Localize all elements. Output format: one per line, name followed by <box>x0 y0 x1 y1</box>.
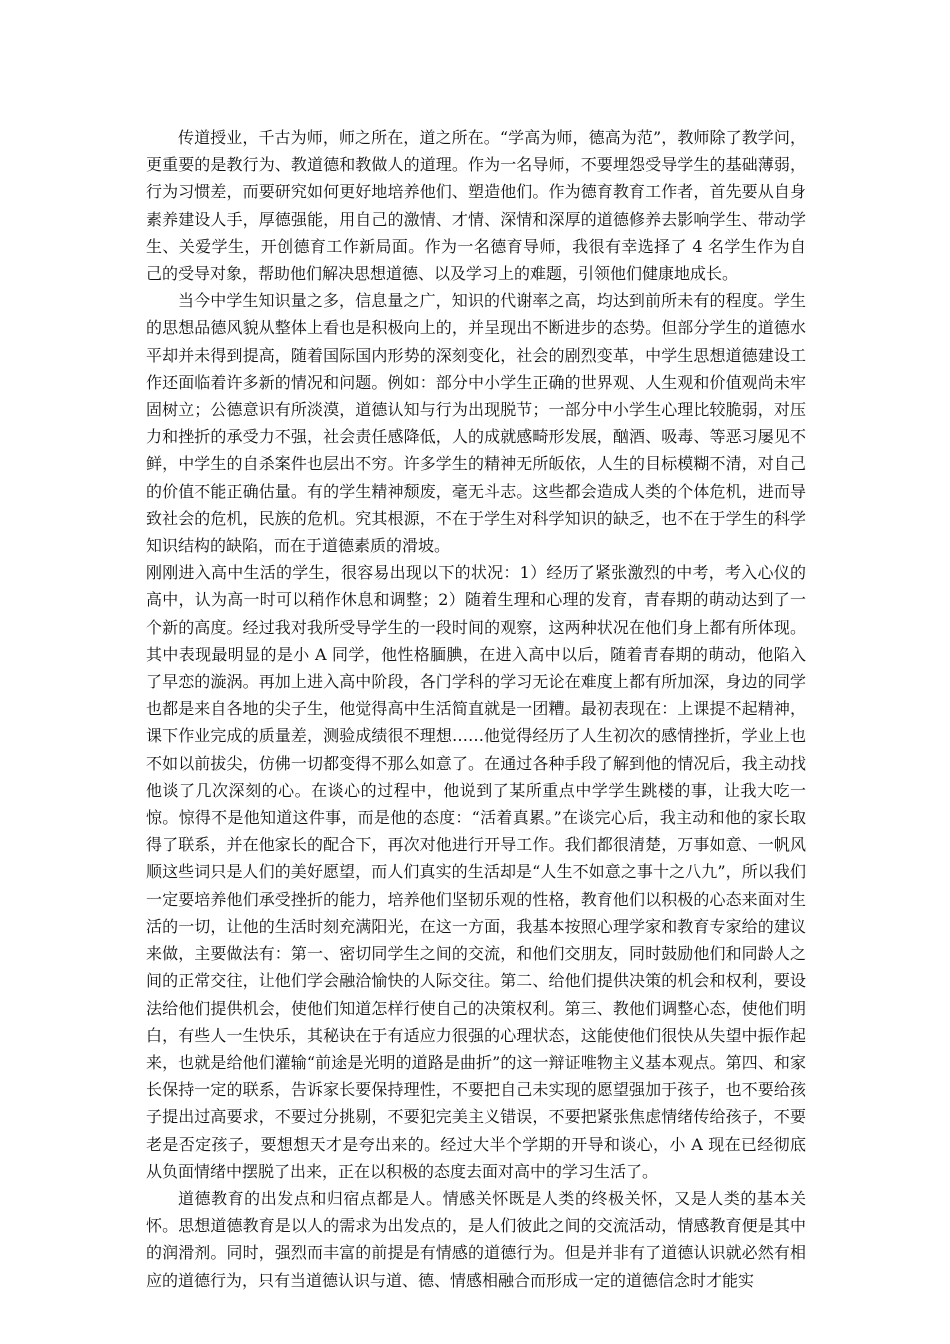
paragraph-2: 当今中学生知识量之多，信息量之广，知识的代谢率之高，均达到前所未有的程度。学生的思想品德风貌从整体上看也是积极向上的，并呈现出不断进步的态势。但部分学生的道德水平却并未得到提高，随着国际国内形势的深刻变化，社会的剧烈变革，中学生思想道德建设工作还面临着许多新的情况和问题。例如：部分中小学生正确的世界观、人生观和价值观尚未牢固树立；公德意识有所淡漠，道德认知与行为出现脱节；一部分中小学生心理比较脆弱，对压力和挫折的承受力不强，社会责任感降低，人的成就感畸形发展，酗酒、吸毒、等恶习屡见不鲜，中学生的自杀案件也层出不穷。许多学生的精神无所皈依，人生的目标模糊不清，对自己的价值不能正确估量。有的学生精神颓废，毫无斗志。这些都会造成人类的个体危机，进而导致社会的危机，民族的危机。究其根源，不在于学生对科学知识的缺乏，也不在于学生的科学知识结构的缺陷，而在于道德素质的滑坡。 <box>146 291 806 556</box>
document-body <box>146 124 806 1294</box>
paragraph-1: 传道授业，千古为师，师之所在，道之所在。“学高为师，德高为范”，教师除了教学问，更重要的是教行为、教道德和教做人的道理。作为一名导师，不要埋怨受导学生的基础薄弱，行为习惯差，而要研究如何更好地培养他们、塑造他们。作为德育教育工作者，首先要从自身素养建设人手，厚德强能，用自己的激情、才情、深情和深厚的道德修养去影响学生、带动学生、关爱学生，开创德育工作新局面。作为一名德育导师，我很有幸选择了 4 名学生作为自己的受导对象，帮助他们解决思想道德、以及学习上的难题，引领他们健康地成长。 <box>146 128 806 284</box>
paragraph-4: 道德教育的出发点和归宿点都是人。情感关怀既是人类的终极关怀，又是人类的基本关怀。思想道德教育是以人的需求为出发点的，是人们彼此之间的交流活动，情感教育便是其中的润滑剂。同时，强烈而丰富的前提是有情感的道德行为。但是并非有了道德认识就必然有相应的道德行为，只有当道德认识与道、德、情感相融合而形成一定的道德信念时才能实 <box>146 1188 806 1290</box>
paragraph-3: 刚刚进入高中生活的学生，很容易出现以下的状况：1）经历了紧张激烈的中考，考入心仪的高中，认为高一时可以稍作休息和调整；2）随着生理和心理的发育，青春期的萌动达到了一个新的高度。经过我对我所受导学生的一段时间的观察，这两种状况在他们身上都有所体现。其中表现最明显的是小 A 同学，他性格腼腆，在进入高中以后，随着青春期的萌动，他陷入了早恋的漩涡。再加上进入高中阶段，各门学科的学习无论在难度上都有所加深，身边的同学也都是来自各地的尖子生，他觉得高中生活简直就是一团糟。最初表现在：上课提不起精神，课下作业完成的质量差，测验成绩很不理想……他觉得经历了人生初次的感情挫折，学业上也不如以前拔尖，仿佛一切都变得不那么如意了。在通过各种手段了解到他的情况后，我主动找他谈了几次深刻的心。在谈心的过程中，他说到了某所重点中学学生跳楼的事，让我大吃一惊。惊得不是他知道这件事，而是他的态度：“活着真累。”在谈完心后，我主动和他的家长取得了联系，并在他家长的配合下，再次对他进行开导工作。我们都很清楚，万事如意、一帆风顺这些词只是人们的美好愿望，而人们真实的生活却是“人生不如意之事十之八九”，所以我们一定要培养他们承受挫折的能力，培养他们坚韧乐观的性格，教育他们以积极的心态来面对生活的一切，让他的生活时刻充满阳光，在这一方面，我基本按照心理学家和教育专家给的建议来做，主要做法有：第一、密切同学生之间的交流，和他们交朋友，同时鼓励他们和同龄人之间的正常交往，让他们学会融洽愉快的人际交往。第二、给他们提供决策的机会和权利，要设法给他们提供机会，使他们知道怎样行使自己的决策权利。第三、教他们调整心态，使他们明白，有些人一生快乐，其秘诀在于有适应力很强的心理状态，这能使他们很快从失望中振作起来，也就是给他们灌输“前途是光明的道路是曲折”的这一辩证唯物主义基本观点。第四、和家长保持一定的联系，告诉家长要保持理性，不要把自己未实现的愿望强加于孩子，也不要给孩子提出过高要求，不要过分挑剔，不要犯完美主义错误，不要把紧张焦虑情绪传给孩子，不要老是否定孩子，要想想天才是夸出来的。经过大半个学期的开导和谈心，小 A 现在已经彻底从负面情绪中摆脱了出来，正在以积极的态度去面对高中的学习生活了。 <box>146 563 806 1181</box>
